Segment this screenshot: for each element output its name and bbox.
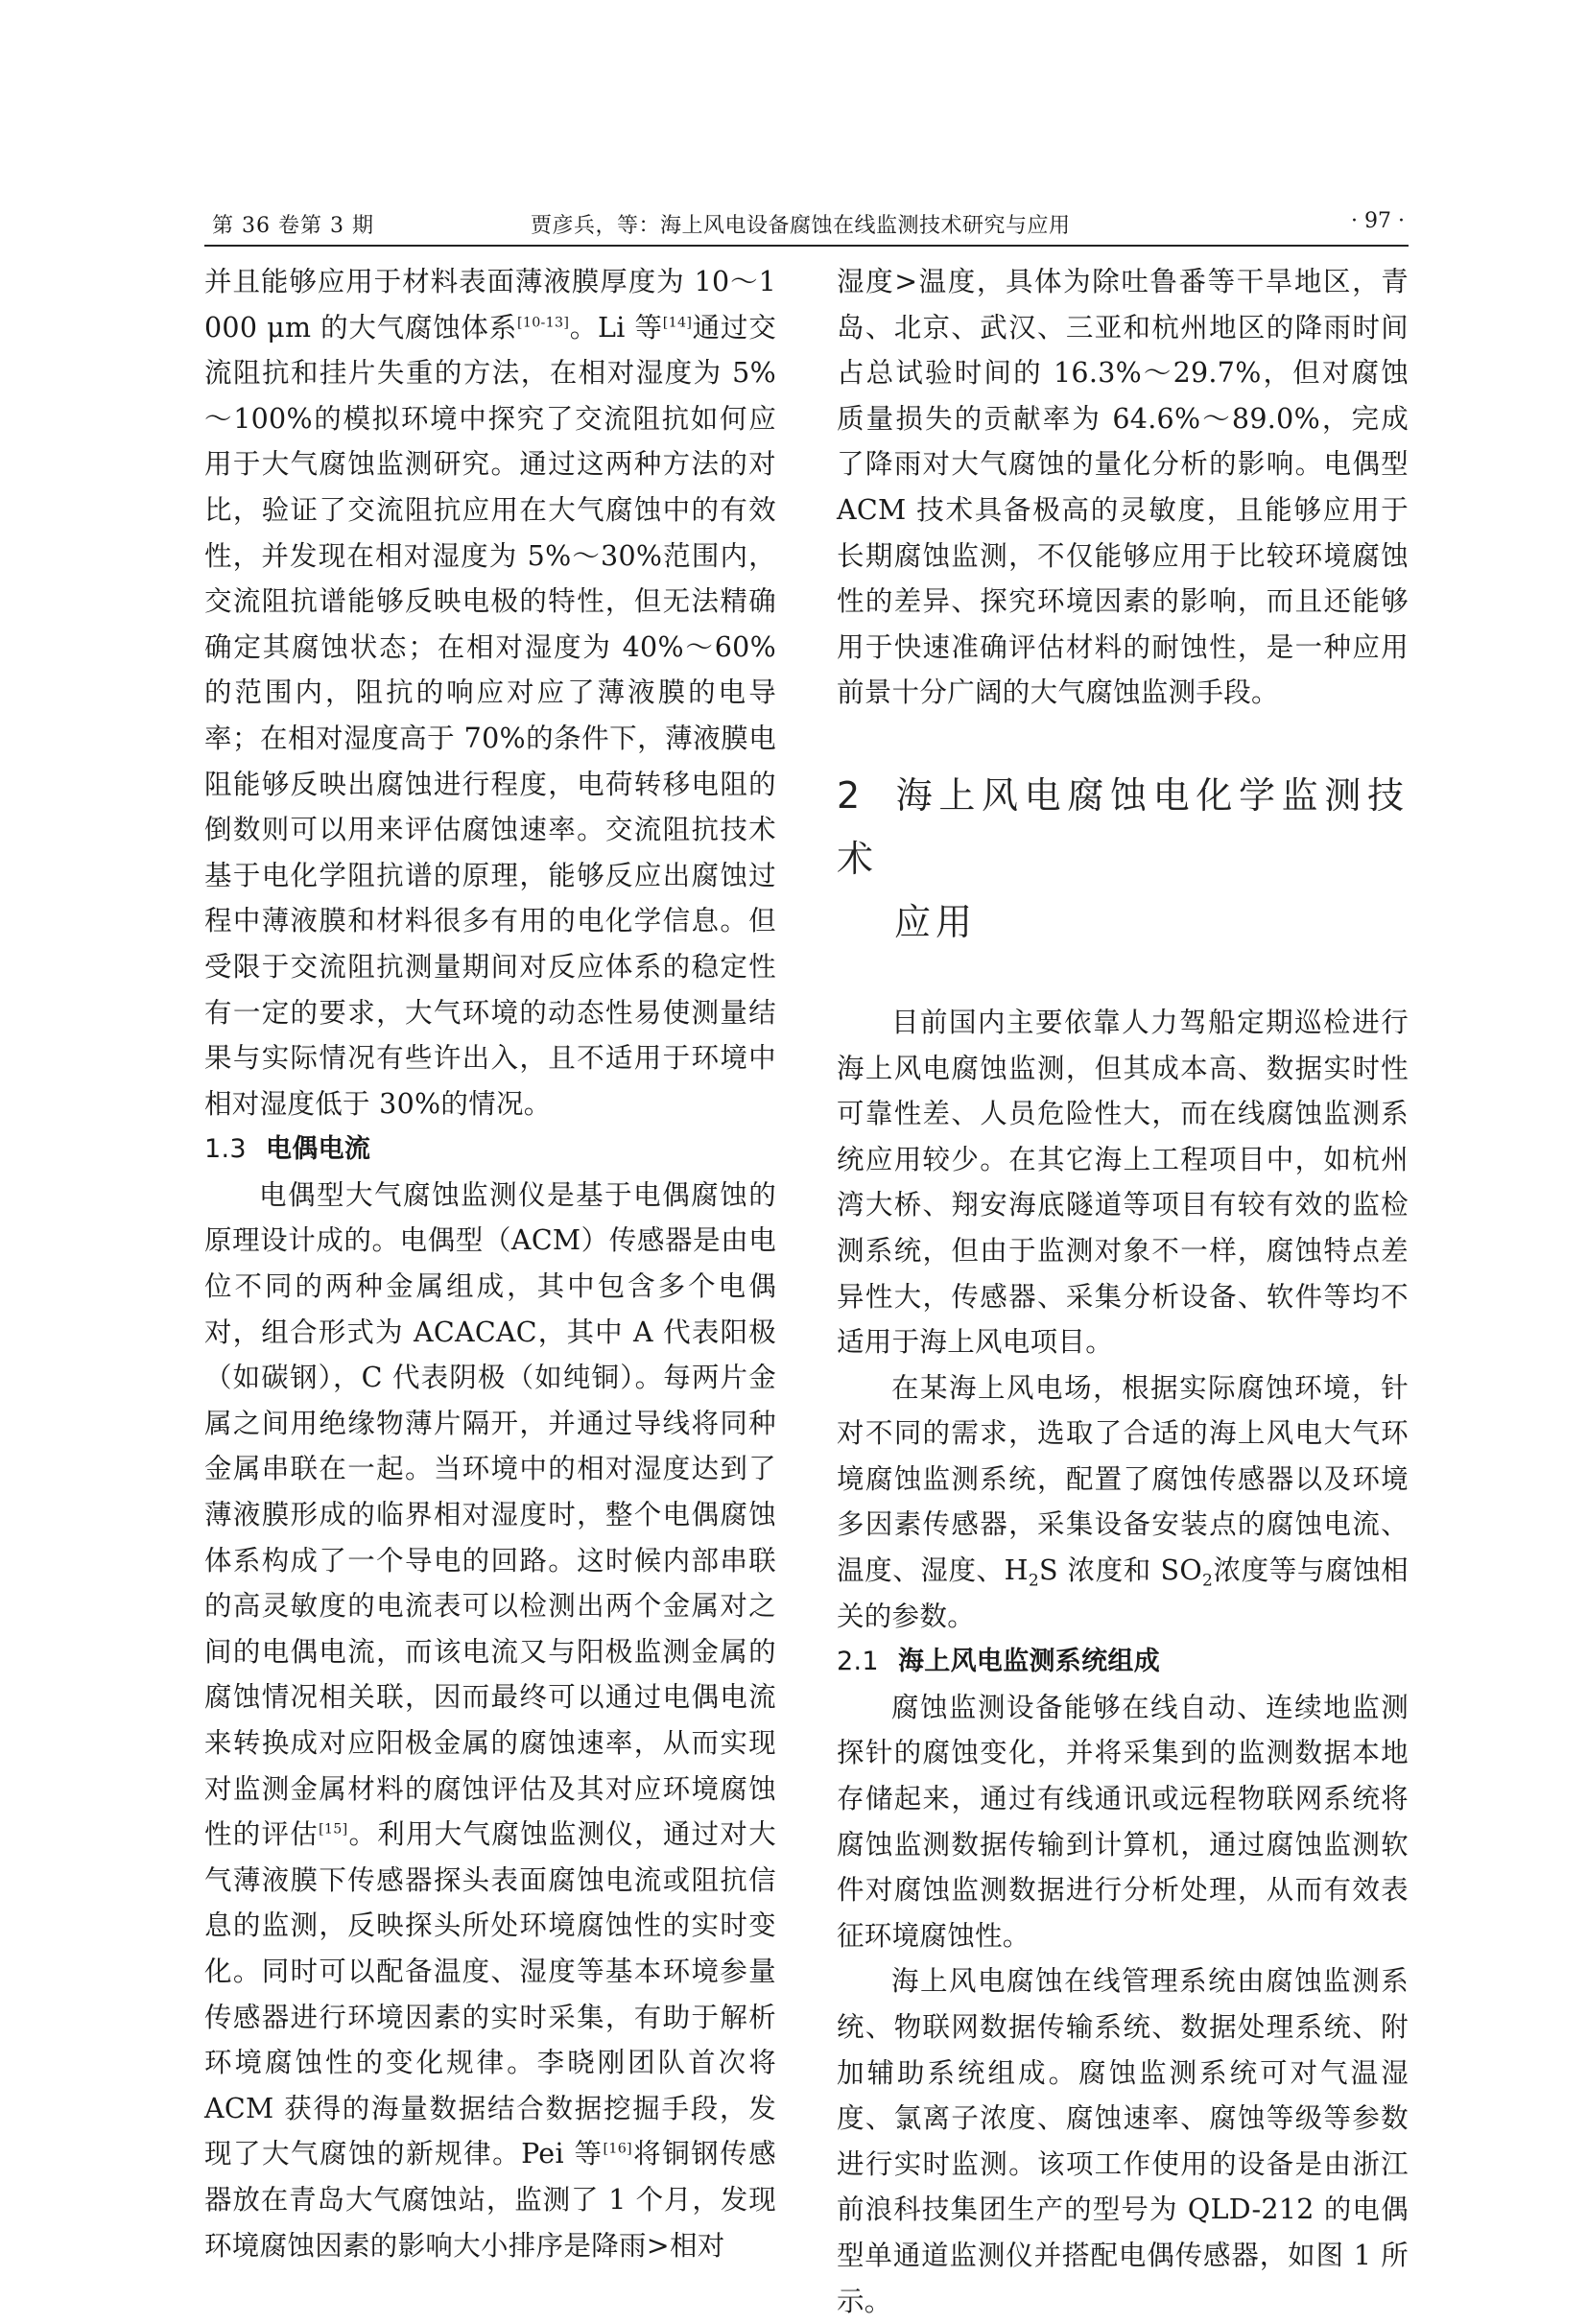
text-run: 并且能够应用于材料表面薄液膜厚度为 10～1 000 μm 的大气腐蚀体系	[204, 266, 776, 344]
text-run: 。利用大气腐蚀监测仪，通过对大气薄液膜下传感器探头表面腐蚀电流或阻抗信息的监测，反映探头所处环境腐蚀性的实时变化。同时可以配备温度、湿度等基本环境参量传感器进行环境因素的实时采集，有助于解析环境腐蚀性的变化规律。李晓刚团队首次将 ACM 获得的海量数据结合数据挖掘手段，发现了大气腐蚀的新规律。Pei 等	[204, 1818, 776, 2170]
paragraph: 湿度>温度，具体为除吐鲁番等干旱地区，青岛、北京、武汉、三亚和杭州地区的降雨时间占总试验时间的 16.3%～29.7%，但对腐蚀质量损失的贡献率为 64.6%～89.0%，完成了降雨对大气腐蚀的量化分析的影响。电偶型 ACM 技术具备极高的灵敏度，且能够应用于长期腐蚀监测，不仅能够应用于比较环境腐蚀性的差异、探究环境因素的影响，而且还能够用于快速准确评估材料的耐蚀性，是一种应用前景十分广阔的大气腐蚀监测手段。	[837, 266, 1409, 709]
text-run: 。Li 等	[569, 311, 663, 344]
paragraph	[204, 259, 776, 1126]
section-number: 2	[837, 773, 865, 817]
section-heading-2-1	[837, 1639, 1409, 1685]
text-run: 在某海上风电场，根据实际腐蚀环境，针对不同的需求，选取了合适的海上风电大气环境腐蚀监测系统，配置了腐蚀传感器以及环境多因素传感器，采集设备安装点的腐蚀电流、温度、湿度、H	[837, 1371, 1409, 1587]
citation: [15]	[319, 1821, 348, 1838]
header-divider	[204, 245, 1409, 247]
section-number: 2.1	[837, 1647, 879, 1677]
journal-issue: 第 36 卷第 3 期	[212, 214, 374, 238]
right-column	[837, 259, 1409, 2324]
citation: [16]	[603, 2141, 632, 2157]
section-heading-1-3	[204, 1126, 776, 1173]
page-number: · 97 ·	[1351, 209, 1405, 233]
left-column	[204, 259, 776, 2268]
section-title: 海上风电监测系统组成	[898, 1647, 1160, 1677]
section-title-continued: 应用	[894, 900, 978, 943]
article-title-header: 贾彦兵，等：海上风电设备腐蚀在线监测技术研究与应用	[531, 214, 1071, 238]
text-run: S 浓度和 SO	[1039, 1554, 1203, 1587]
section-heading-2	[837, 764, 1409, 954]
text-run: 浓度等与腐蚀相关的参数。	[837, 1554, 1409, 1632]
section-number: 1.3	[204, 1134, 247, 1165]
section-title: 海上风电腐蚀电化学监测技术	[837, 773, 1409, 880]
text-run: 电偶型大气腐蚀监测仪是基于电偶腐蚀的原理设计成的。电偶型（ACM）传感器是由电位不同的两种金属组成，其中包含多个电偶对，组合形式为 ACACAC，其中 A 代表阳极（如碳钢），C 代表阴极（如纯铜）。每两片金属之间用绝缘物薄片隔开，并通过导线将同种金属串联在一起。当环境中的相对湿度达到了薄液膜形成的临界相对湿度时，整个电偶腐蚀体系构成了一个导电的回路。这时候内部串联的高灵敏度的电流表可以检测出两个金属对之间的电偶电流，而该电流又与阳极监测金属的腐蚀情况相关联，因而最终可以通过电偶电流来转换成对应阳极金属的腐蚀速率，从而实现对监测金属材料的腐蚀评估及其对应环境腐蚀性的评估	[204, 1178, 776, 1851]
paragraph: 腐蚀监测设备能够在线自动、连续地监测探针的腐蚀变化，并将采集到的监测数据本地存储起来，通过有线通讯或远程物联网系统将腐蚀监测数据传输到计算机，通过腐蚀监测软件对腐蚀监测数据进行分析处理，从而有效表征环境腐蚀性。	[837, 1691, 1409, 1952]
text-run: 通过交流阻抗和挂片失重的方法，在相对湿度为 5%～100%的模拟环境中探究了交流阻抗如何应用于大气腐蚀监测研究。通过这两种方法的对比，验证了交流阻抗应用在大气腐蚀中的有效性，并发现在相对湿度为 5%～30%范围内，交流阻抗谱能够反映电极的特性，但无法精确确定其腐蚀状态；在相对湿度为 40%～60%的范围内，阻抗的响应对应了薄液膜的电导率；在相对湿度高于 70%的条件下，薄液膜电阻能够反映出腐蚀进行程度，电荷转移电阻的倒数则可以用来评估腐蚀速率。交流阻抗技术基于电化学阻抗谱的原理，能够反应出腐蚀过程中薄液膜和材料很多有用的电化学信息。但受限于交流阻抗测量期间对反应体系的稳定性有一定的要求，大气环境的动态性易使测量结果与实际情况有些许出入，且不适用于环境中相对湿度低于 30%的情况。	[204, 311, 777, 1120]
text-run: 将铜钢传感器放在青岛大气腐蚀站，监测了 1 个月，发现环境腐蚀因素的影响大小排序是降雨>相对	[204, 2138, 776, 2262]
section-title: 电偶电流	[266, 1134, 371, 1165]
paragraph: 海上风电腐蚀在线管理系统由腐蚀监测系统、物联网数据传输系统、数据处理系统、附加辅助系统组成。腐蚀监测系统可对气温湿度、氯离子浓度、腐蚀速率、腐蚀等级等参数进行实时监测。该项工作使用的设备是由浙江前浪科技集团生产的型号为 QLD-212 的电偶型单通道监测仪并搭配电偶传感器，如图 1 所示。	[837, 1965, 1409, 2317]
subscript: 2	[1028, 1571, 1040, 1591]
citation: [10-13]	[516, 315, 570, 331]
citation: [14]	[662, 315, 693, 331]
paragraph	[204, 1173, 776, 2268]
running-header	[204, 207, 1409, 240]
subscript: 2	[1202, 1571, 1214, 1591]
paragraph	[837, 1365, 1409, 1640]
paragraph: 目前国内主要依靠人力驾船定期巡检进行海上风电腐蚀监测，但其成本高、数据实时性可靠性差、人员危险性大，而在线腐蚀监测系统应用较少。在其它海上工程项目中，如杭州湾大桥、翔安海底隧道等项目有较有效的监检测系统，但由于监测对象不一样，腐蚀特点差异性大，传感器、采集分析设备、软件等均不适用于海上风电项目。	[837, 1006, 1409, 1359]
